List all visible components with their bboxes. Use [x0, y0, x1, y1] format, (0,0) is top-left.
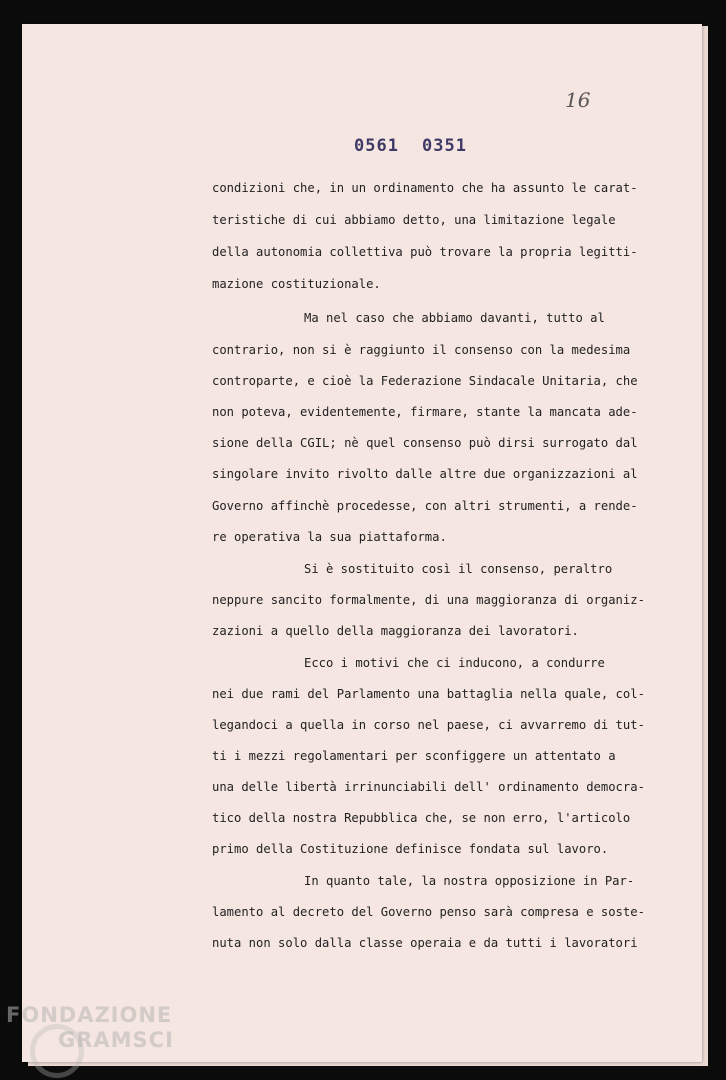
archive-stamp-right: 0351 [422, 136, 467, 156]
text-line: sione della CGIL; nè quel consenso può dirsi surrogato dal [212, 436, 638, 450]
watermark-text: GRAMSCI [58, 1028, 174, 1052]
text-line: neppure sancito formalmente, di una maggioranza di organiz- [212, 593, 645, 607]
text-line: zazioni a quello della maggioranza dei lavoratori. [212, 624, 579, 638]
text-line: Ma nel caso che abbiamo davanti, tutto al [304, 311, 605, 325]
text-line: singolare invito rivolto dalle altre due organizzazioni al [212, 467, 638, 481]
text-line: In quanto tale, la nostra opposizione in Par- [304, 874, 635, 888]
text-line: re operativa la sua piattaforma. [212, 530, 447, 544]
text-line: Governo affinchè procedesse, con altri strumenti, a rende- [212, 499, 638, 513]
handwritten-page-number: 16 [565, 88, 591, 112]
text-line: Si è sostituito così il consenso, peraltro [304, 562, 613, 576]
text-line: lamento al decreto del Governo penso sarà compresa e soste- [212, 905, 645, 919]
text-line: non poteva, evidentemente, firmare, stante la mancata ade- [212, 405, 638, 419]
text-line: nei due rami del Parlamento una battaglia nella quale, col- [212, 687, 645, 701]
text-line: mazione costituzionale. [212, 277, 381, 291]
text-line: contrario, non si è raggiunto il consenso con la medesima [212, 343, 631, 357]
text-line: legandoci a quella in corso nel paese, ci avvarremo di tut- [212, 718, 645, 732]
text-line: tico della nostra Repubblica che, se non erro, l'articolo [212, 811, 631, 825]
text-line: nuta non solo dalla classe operaia e da tutti i lavoratori [212, 936, 638, 950]
text-line: condizioni che, in un ordinamento che ha assunto le carat- [212, 181, 638, 195]
watermark-text: FONDAZIONE [6, 1003, 173, 1027]
archive-stamp-left: 0561 [354, 136, 399, 156]
text-line: controparte, e cioè la Federazione Sindacale Unitaria, che [212, 374, 638, 388]
text-line: teristiche di cui abbiamo detto, una limitazione legale [212, 213, 616, 227]
text-line: ti i mezzi regolamentari per sconfiggere un attentato a [212, 749, 616, 763]
text-line: della autonomia collettiva può trovare la propria legitti- [212, 245, 638, 259]
text-line: primo della Costituzione definisce fondata sul lavoro. [212, 842, 609, 856]
text-line: una delle libertà irrinunciabili dell' ordinamento democra- [212, 780, 645, 794]
text-line: Ecco i motivi che ci inducono, a condurre [304, 656, 605, 670]
